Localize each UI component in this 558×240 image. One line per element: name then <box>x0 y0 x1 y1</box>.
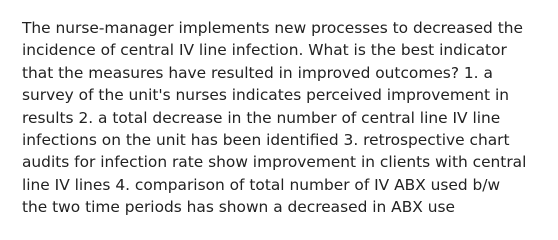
question-line: incidence of central IV line infection. What is the best indicator <box>22 41 507 60</box>
question-line: infections on the unit has been identified 3. retrospective chart <box>22 131 510 150</box>
question-line: the two time periods has shown a decreased in ABX use <box>22 198 455 217</box>
question-line: that the measures have resulted in improved outcomes? 1. a <box>22 63 493 82</box>
question-text <box>22 17 542 219</box>
question-line: audits for infection rate show improvement in clients with central <box>22 153 527 172</box>
question-line: results 2. a total decrease in the number of central line IV line <box>22 108 501 127</box>
question-line: The nurse-manager implements new processes to decreased the <box>22 19 523 37</box>
question-line: survey of the unit's nurses indicates perceived improvement in <box>22 86 509 105</box>
question-line: line IV lines 4. comparison of total number of IV ABX used b/w <box>22 175 501 194</box>
